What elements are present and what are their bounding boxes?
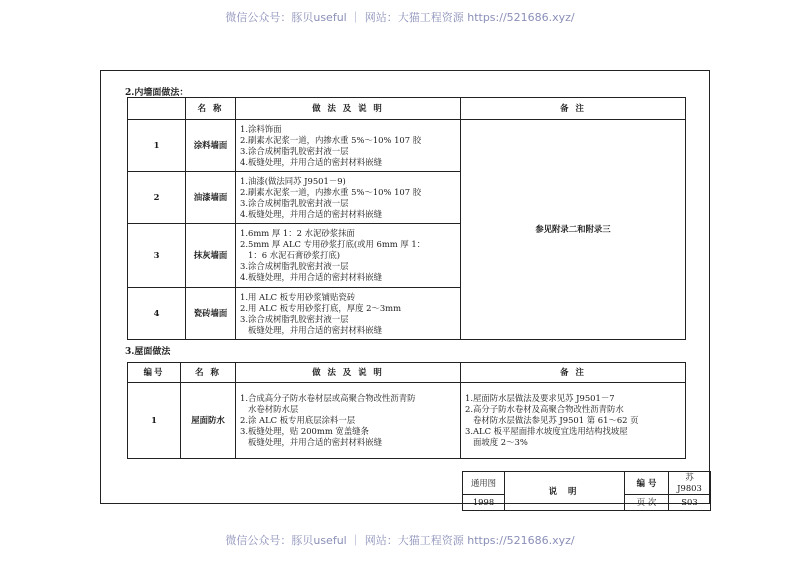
row-steps <box>236 383 461 459</box>
step: 4.板缝处理，并用合适的密封材料嵌缝 <box>240 272 382 282</box>
row-name: 抹灰墙面 <box>186 224 236 288</box>
row-name: 油漆墙面 <box>186 172 236 224</box>
row-no: 1 <box>128 120 186 172</box>
step: 3.板缝处理，贴 200mm 宽盖缝条 <box>240 426 369 436</box>
header-method: 做 法 及 说 明 <box>236 98 461 120</box>
step: 板缝处理，并用合适的密封材料嵌缝 <box>248 437 382 447</box>
table-row <box>128 120 686 172</box>
note-line: 2.高分子防水卷材及高聚合物改性沥青防水 <box>465 404 624 414</box>
drawing-title: 说 明 <box>505 472 625 511</box>
row-name: 瓷砖墙面 <box>186 288 236 340</box>
section3-title: 3.屋面做法 <box>125 347 171 357</box>
step: 1.涂料饰面 <box>240 123 282 134</box>
table-header-row <box>128 363 686 383</box>
row-no: 1 <box>128 383 181 459</box>
note-line: 卷材防水层做法参见苏 J9501 第 61～62 页 <box>473 415 639 425</box>
row-steps <box>236 120 461 172</box>
drawing-code: 苏 J9803 <box>669 472 711 495</box>
table-row <box>128 383 686 459</box>
row-steps <box>236 224 461 288</box>
step: 2.刷素水泥浆一道，内掺水重 5%～10% 107 胶 <box>240 134 422 145</box>
roof-table <box>127 362 686 459</box>
title-block-row <box>463 472 711 495</box>
row-notes <box>461 383 686 459</box>
header-no: 编号 <box>128 363 181 383</box>
step: 3.涂合成树脂乳胶密封液一层 <box>240 313 349 324</box>
step: 3.涂合成树脂乳胶密封液一层 <box>240 261 349 271</box>
step: 2.刷素水泥浆一道，内掺水重 5%～10% 107 胶 <box>240 186 422 197</box>
title-block <box>462 471 711 511</box>
step: 1：6 水泥石膏砂浆打底) <box>248 250 340 260</box>
note-cell: 参见附录二和附录三 <box>461 120 686 340</box>
step: 板缝处理，并用合适的密封材料嵌缝 <box>248 324 382 335</box>
step: 水卷材防水层 <box>248 404 299 414</box>
note-line: 3.ALC 板平屋面排水坡度宜选用结构找坡屋 <box>465 426 628 436</box>
watermark-bottom: 微信公众号：豚贝useful ｜ 网站：大猫工程资源 https://521686.xyz/ <box>225 534 575 547</box>
row-steps <box>236 172 461 224</box>
table-header-row <box>128 98 686 120</box>
section2-title: 2.内墙面做法： <box>125 88 189 98</box>
step: 2.涂 ALC 板专用底层涂料一层 <box>240 415 356 425</box>
row-no: 3 <box>128 224 186 288</box>
note-line: 面坡度 2～3% <box>473 437 528 447</box>
header-note: 备 注 <box>461 98 686 120</box>
row-name: 涂料墙面 <box>186 120 236 172</box>
step: 4.板缝处理，并用合适的密封材料嵌缝 <box>240 208 382 219</box>
interior-wall-table <box>127 97 686 340</box>
row-no: 4 <box>128 288 186 340</box>
header-name: 名 称 <box>186 98 236 120</box>
step: 1.合成高分子防水卷材层或高聚合物改性沥青防 <box>240 393 416 403</box>
label-tongyong: 通用图 <box>463 472 505 495</box>
step: 1.6mm 厚 1：2 水泥砂浆抹面 <box>240 228 355 238</box>
header-no <box>128 98 186 120</box>
row-no: 2 <box>128 172 186 224</box>
row-steps <box>236 288 461 340</box>
watermark-top: 微信公众号：豚贝useful ｜ 网站：大猫工程资源 https://521686.xyz/ <box>225 11 575 24</box>
step: 1.用 ALC 板专用砂浆铺贴瓷砖 <box>240 291 356 302</box>
note-line: 1.屋面防水层做法及要求见苏 J9501－7 <box>465 393 615 403</box>
step: 2.5mm 厚 ALC 专用砂浆打底(或用 6mm 厚 1： <box>240 239 426 249</box>
row-name: 屋面防水 <box>181 383 236 459</box>
page-number: S03 <box>669 495 711 511</box>
step: 1.油漆(做法同苏 J9501－9) <box>240 175 346 186</box>
step: 3.涂合成树脂乳胶密封液一层 <box>240 197 349 208</box>
header-name: 名 称 <box>181 363 236 383</box>
label-biaohao: 编 号 <box>625 472 669 495</box>
step: 3.涂合成树脂乳胶密封液一层 <box>240 145 349 156</box>
header-note: 备 注 <box>461 363 686 383</box>
header-method: 做 法 及 说 明 <box>236 363 461 383</box>
step: 2.用 ALC 板专用砂浆打底，厚度 2～3mm <box>240 302 402 313</box>
drawing-year: 1998 <box>463 495 505 511</box>
step: 4.板缝处理，并用合适的密封材料嵌缝 <box>240 156 382 167</box>
label-yeci: 页 次 <box>625 495 669 511</box>
